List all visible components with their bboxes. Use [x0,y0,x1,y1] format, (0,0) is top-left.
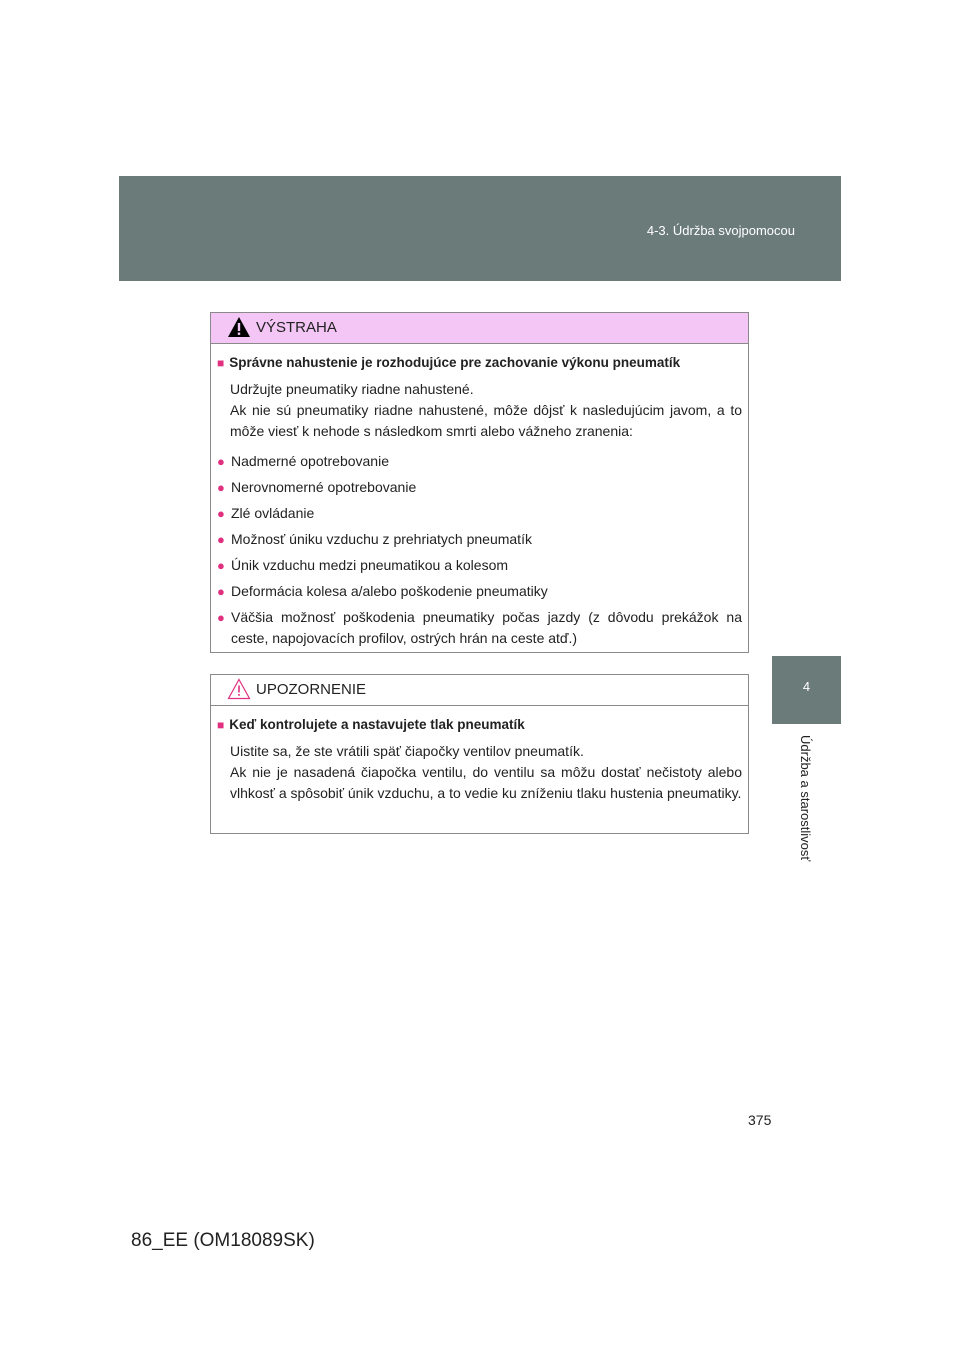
warning-intro: Udržujte pneumatiky riadne nahustené. Ak nie sú pneumatiky riadne nahustené, môže dôjsť k nasledujúcim javom, a to môže viesť k nehode s následkom smrti alebo vážneho zranenia: [230,381,742,439]
caution-header [211,675,748,706]
chapter-number: 4 [802,679,811,694]
dot-bullet-icon: ● [217,558,225,573]
list-item: ● Väčšia možnosť poškodenia pneumatiky počas jazdy (z dôvodu prekážok na ceste, napojovacích profilov, ostrých hrán na ceste atď.) [217,609,742,646]
section-title: 4-3. Údržba svojpomocou [646,223,795,238]
caution-heading: ■ Keď kontrolujete a nastavujete tlak pneumatík [217,717,525,732]
caution-text: Uistite sa, že ste vrátili späť čiapočky ventilov pneumatík. Ak nie je nasadená čiapočka ventilu, do ventilu sa môžu dostať nečistoty alebo vlhkosť a spôsobiť únik vzduchu, a to vedie ku zníženiu tlaku hustenia pneumatiky. [230,743,742,801]
warning-header [211,313,748,344]
header-band [119,176,841,281]
dot-bullet-icon: ● [217,610,225,625]
dot-bullet-icon: ● [217,506,225,521]
list-item: ● Deformácia kolesa a/alebo poškodenie pneumatiky [217,581,742,602]
list-item: ● Nerovnomerné opotrebovanie [217,477,742,498]
warning-box [210,312,749,653]
dot-bullet-icon: ● [217,480,225,495]
caution-triangle-icon [227,678,251,700]
square-bullet-icon: ■ [217,718,225,732]
list-item: ● Zlé ovládanie [217,503,742,524]
chapter-title: Údržba a starostlivosť [798,735,813,862]
list-item: ● Možnosť úniku vzduchu z prehriatych pneumatík [217,529,742,550]
warning-triangle-icon [227,316,251,338]
warning-heading: ■ Správne nahustenie je rozhodujúce pre zachovanie výkonu pneumatík [217,355,681,370]
dot-bullet-icon: ● [217,454,225,469]
warning-label: VÝSTRAHA [256,319,337,336]
dot-bullet-icon: ● [217,532,225,547]
document-code: 86_EE (OM18089SK) [131,1230,315,1251]
page-number: 375 [748,1112,772,1128]
list-item: ● Nadmerné opotrebovanie [217,451,742,472]
dot-bullet-icon: ● [217,584,225,599]
caution-box [210,674,749,834]
caution-label: UPOZORNENIE [256,681,367,698]
square-bullet-icon: ■ [217,356,225,370]
chapter-tab [772,656,841,724]
list-item: ● Únik vzduchu medzi pneumatikou a kolesom [217,555,742,576]
